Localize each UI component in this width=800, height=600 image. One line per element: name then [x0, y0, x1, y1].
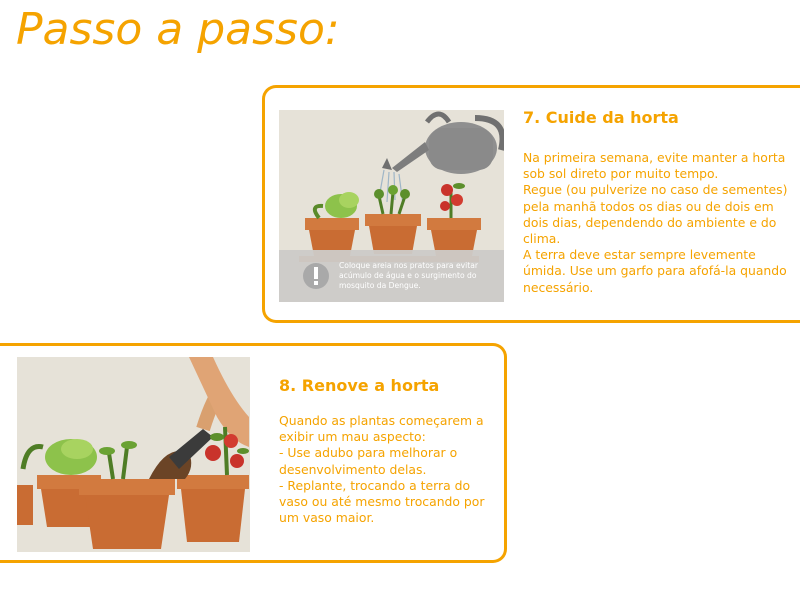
step-7-title: 7. Cuide da horta	[523, 108, 679, 127]
notice-line-1: Coloque areia nos pratos para evitar	[339, 261, 478, 270]
step-8-paragraph: - Use adubo para melhorar o desenvolvimento delas.	[279, 445, 458, 477]
watering-plants-image	[279, 110, 504, 302]
replanting-image	[17, 357, 250, 552]
step-8-paragraph: - Replante, trocando a terra do vaso ou até mesmo trocando por um vaso maior.	[279, 477, 485, 526]
step-8-illustration	[17, 357, 250, 552]
exclamation-icon	[303, 263, 329, 289]
step-7-paragraph: Na primeira semana, evite manter a horta sob sol direto por muito tempo.	[523, 150, 786, 182]
step-8-title: 8. Renove a horta	[279, 376, 440, 395]
step-7-body	[523, 150, 795, 296]
notice-line-2: acúmulo de água e o surgimento do	[339, 271, 477, 280]
page-title: Passo a passo:	[16, 4, 340, 55]
step-8-body	[279, 413, 494, 526]
step-7-paragraph: Regue (ou pulverize no caso de sementes) pela manhã todos os dias ou de dois em dois dias, dependendo do ambiente e do clima.	[523, 182, 788, 247]
step-8-paragraph: Quando as plantas começarem a exibir um mau aspecto:	[279, 413, 484, 445]
step-7-illustration	[279, 110, 504, 302]
notice-line-3: mosquito da Dengue.	[339, 281, 421, 290]
step-7-paragraph: A terra deve estar sempre levemente úmida. Use um garfo para afofá-la quando necessário.	[523, 247, 787, 295]
